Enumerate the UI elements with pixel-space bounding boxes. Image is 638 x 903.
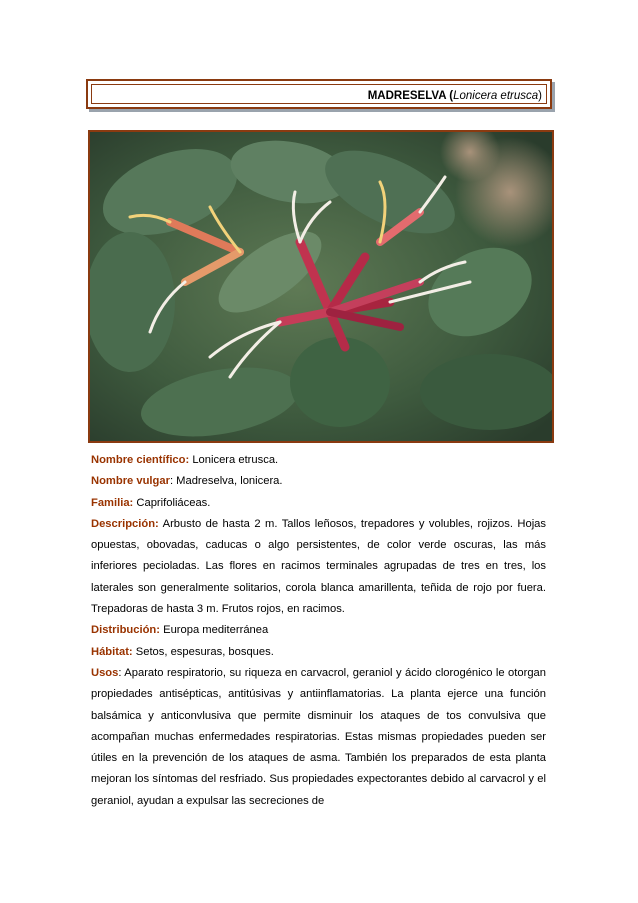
- field-distribucion: [91, 620, 546, 641]
- field-label: Familia:: [91, 496, 134, 509]
- title-text: [91, 84, 547, 104]
- field-familia: [91, 493, 546, 514]
- field-label: Descripción:: [91, 517, 159, 530]
- field-value: Setos, espesuras, bosques.: [132, 645, 274, 658]
- field-value: Europa mediterránea: [160, 624, 269, 637]
- field-usos: [91, 663, 546, 812]
- field-descripcion: [91, 514, 546, 620]
- title-main: MADRESELVA: [367, 90, 447, 102]
- field-label: Nombre científico:: [91, 454, 190, 466]
- title-open-paren: (: [446, 90, 454, 102]
- title-box: [86, 79, 552, 109]
- field-label: Usos: [91, 666, 119, 679]
- field-habitat: [91, 642, 546, 663]
- plant-description: [91, 450, 546, 812]
- honeysuckle-photo: [88, 130, 554, 443]
- field-value: Lonicera etrusca.: [189, 454, 279, 466]
- field-nombre-vulgar: [91, 471, 546, 492]
- field-label: Nombre vulgar: [91, 475, 170, 488]
- field-nombre-cientifico: [91, 450, 546, 471]
- field-value: Caprifoliáceas.: [133, 496, 211, 509]
- field-value: Arbusto de hasta 2 m. Tallos leñosos, trepadores y volubles, rojizos. Hojas opuestas, obovadas, caducas o algo persistentes, de color verde oscuras, las más inferiores pecioladas. Las flores en racimos terminales agrupadas de tres en tres, los laterales son generalmente solitarios, corola blanca amarillenta, teñida de rojo por fuera. Trepadoras de hasta 3 m. Frutos rojos, en racimos.: [91, 517, 546, 616]
- honeysuckle-illustration: [90, 132, 552, 441]
- field-label: Hábitat:: [91, 645, 133, 658]
- title-latin-name: Lonicera etrusca: [453, 90, 539, 102]
- title-close-paren: ): [538, 90, 542, 102]
- field-value: : Madreselva, lonicera.: [169, 475, 283, 488]
- field-label: Distribución:: [91, 624, 160, 637]
- field-value: : Aparato respiratorio, su riqueza en carvacrol, geraniol y ácido clorogénico le otorgan propiedades antisépticas, antitúsivas y antiinflamatorias. La planta ejerce una función balsámica y anticonvlusiva que permite disminuir los ataques de tos convulsiva que acompañan muchas enfermedades respiratorias. Estas mismas propiedades pueden ser útiles en la prevención de los ataques de asma. También los preparados de esta planta mejoran los síntomas del resfriado. Sus propiedades expectorantes debido al carvacrol y el geraniol, ayudan a expulsar las secreciones de: [91, 666, 546, 807]
